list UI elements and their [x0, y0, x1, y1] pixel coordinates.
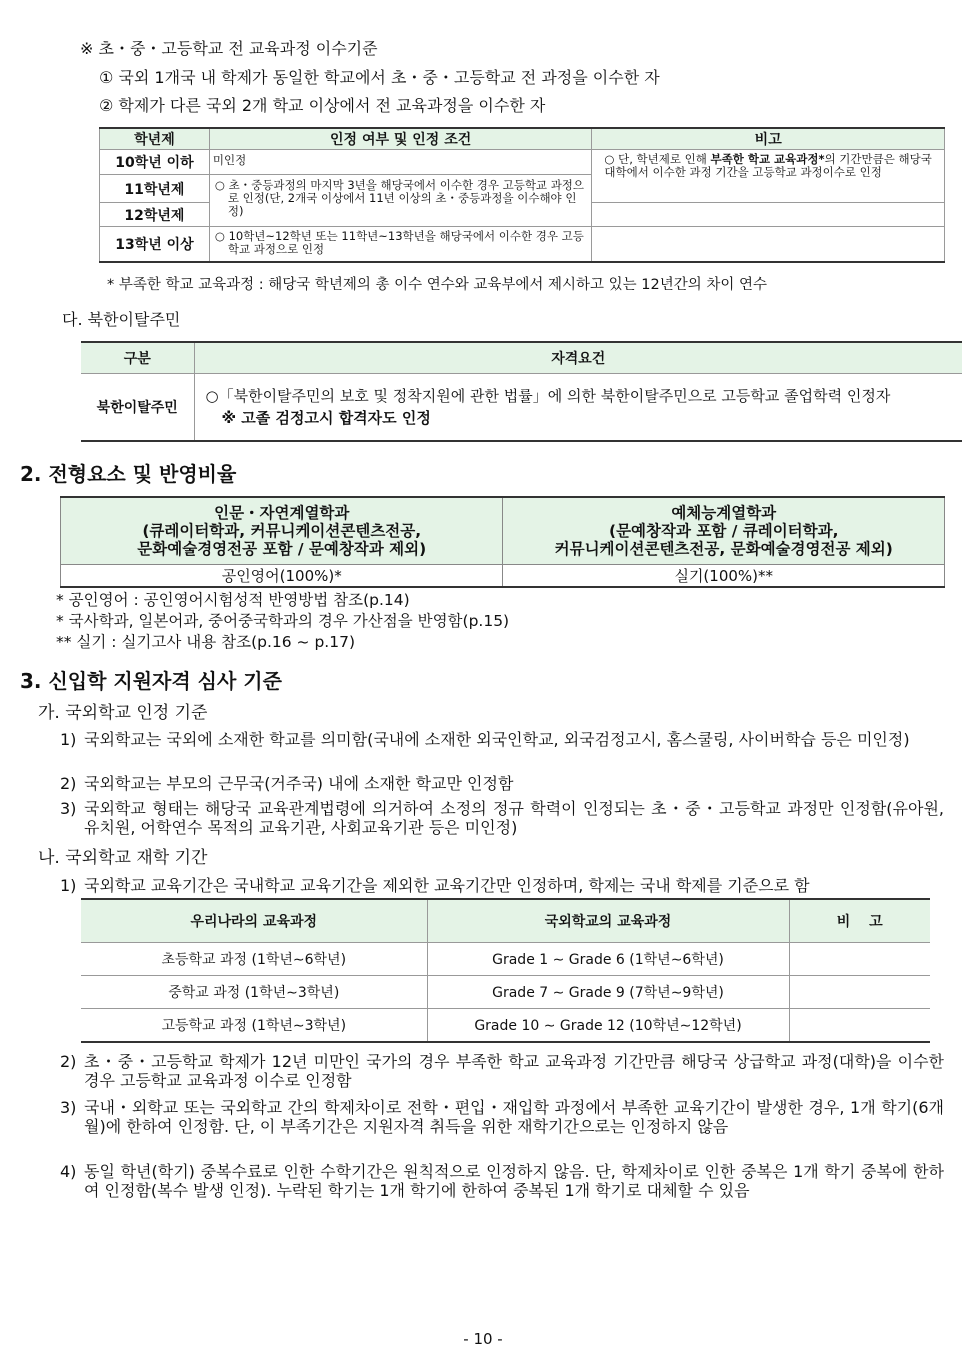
condition-cell: ○ 초・중등과정의 마지막 3년을 해당국에서 이수한 경우 고등학교 과정으로 인정(단, 2개국 이상에서 11년 이상의 초・중등과정을 이수해야 인정): [209, 175, 592, 227]
criteria-2: ② 학제가 다른 국외 2개 학교 이상에서 전 교육과정을 이수한 자: [99, 96, 546, 115]
arts-ratio: 실기(100%)**: [503, 565, 945, 588]
table-header: 비고: [592, 128, 945, 150]
section-na-title: 나. 국외학교 재학 기간: [38, 848, 208, 868]
page-number: - 10 -: [463, 1330, 503, 1348]
table-cell: [789, 976, 930, 1009]
section-ga-title: 가. 국외학교 인정 기준: [38, 703, 208, 723]
table-header: 비 고: [789, 899, 930, 943]
criteria-note: ※ 초・중・고등학교 전 교육과정 이수기준: [80, 39, 378, 58]
col-header-arts: 예체능계열학과 (문예창작과 포함 / 큐레이터학과, 커뮤니케이션콘텐츠전공, 문화예술경영전공 제외): [503, 497, 945, 565]
criteria-1: ① 국외 1개국 내 학제가 동일한 학교에서 초・중・고등학교 전 과정을 이수한 자: [99, 68, 660, 87]
selection-ratio-table: [60, 496, 945, 588]
requirement-note: ※ 고졸 검정고시 합격자도 인정: [221, 408, 431, 427]
defector-label: 북한이탈주민: [81, 374, 194, 441]
table-cell: 초등학교 과정 (1학년∼6학년): [81, 943, 427, 976]
table-cell: Grade 1 ∼ Grade 6 (1학년∼6학년): [427, 943, 789, 976]
table-cell: Grade 10 ∼ Grade 12 (10학년∼12학년): [427, 1009, 789, 1043]
table-cell: 중학교 과정 (1학년∼3학년): [81, 976, 427, 1009]
table-cell: [789, 943, 930, 976]
col-header-humanities: 인문・자연계열학과 (큐레이터학과, 커뮤니케이션콘텐츠전공, 문화예술경영전공 포함 / 문예창작과 제외): [61, 497, 503, 565]
note-cell: ○ 단, 학년제로 인해 부족한 학교 교육과정*의 기간만큼은 해당국 대학에서 이수한 과정 기간을 고등학교 과정이수로 인정: [592, 150, 945, 203]
table-header: 자격요건: [194, 342, 962, 374]
table-header: 우리나라의 교육과정: [81, 899, 427, 943]
requirement-line: ○「북한이탈주민의 보호 및 정착지원에 관한 법률」에 의한 북한이탈주민으로 고등학교 졸업학력 인정자: [205, 386, 891, 405]
table-footnote: * 부족한 학교 교육과정 : 해당국 학년제의 총 이수 연수와 교육부에서 제시하고 있는 12년간의 차이 연수: [107, 277, 767, 293]
grade-cell: 10학년 이하: [100, 150, 210, 175]
section-3-title: 3. 신입학 지원자격 심사 기준: [20, 669, 282, 693]
grade-cell: 11학년제: [100, 175, 210, 203]
curriculum-table: [81, 898, 930, 1043]
grade-cell: 12학년제: [100, 203, 210, 227]
section-2-title: 2. 전형요소 및 반영비율: [20, 462, 237, 486]
section-2-notes: [56, 590, 509, 653]
defector-requirement: [194, 374, 962, 441]
grade-cell: 13학년 이상: [100, 227, 210, 262]
note-line: ** 실기 : 실기고사 내용 참조(p.16 ~ p.17): [56, 633, 356, 651]
table-header: 학년제: [100, 128, 210, 150]
table-cell: 고등학교 과정 (1학년∼3학년): [81, 1009, 427, 1043]
humanities-ratio: 공인영어(100%)*: [61, 565, 503, 588]
note-line: * 국사학과, 일본어과, 중어중국학과의 경우 가산점을 반영함(p.15): [56, 612, 510, 630]
defector-table: [81, 341, 962, 442]
empty-cell: [592, 227, 945, 262]
table-header: 인정 여부 및 인정 조건: [209, 128, 592, 150]
table-cell: [789, 1009, 930, 1043]
note-line: * 공인영어 : 공인영어시험성적 반영방법 참조(p.14): [56, 591, 410, 609]
grade-system-table: [99, 127, 945, 263]
section-da-title: 다. 북한이탈주민: [62, 310, 181, 329]
table-cell: Grade 7 ∼ Grade 9 (7학년∼9학년): [427, 976, 789, 1009]
table-header: 구분: [81, 342, 194, 374]
condition-cell: ○ 10학년~12학년 또는 11학년~13학년을 해당국에서 이수한 경우 고등학교 과정으로 인정: [209, 227, 592, 262]
condition-cell: 미인정: [209, 150, 592, 175]
empty-cell: [592, 203, 945, 227]
table-header: 국외학교의 교육과정: [427, 899, 789, 943]
